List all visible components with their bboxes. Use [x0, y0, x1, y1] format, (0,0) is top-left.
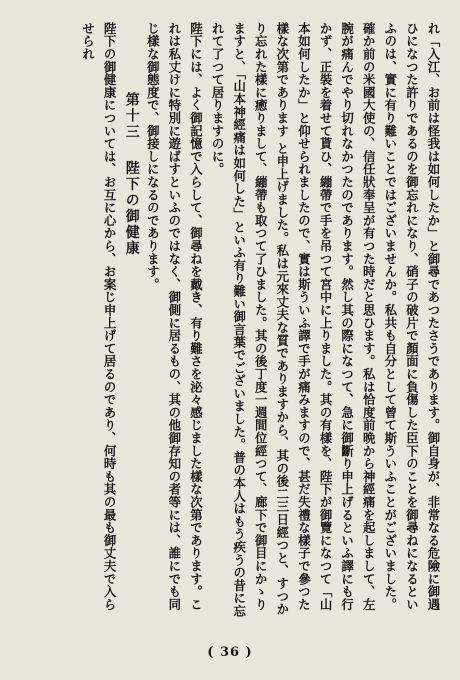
paragraph: れ「入江、お前は怪我は如何したか」と御尋であつたさうであります。御自身が、非常なる危險に御遇ひになつた許りであるのを御忘れになり、硝子の破片で顏面に負傷した臣下のことを御尋ねになるといふのは、實に有り難いことではございませんか。私共も自分として曾て斯ういふことがございました。 — [382, 22, 441, 611]
paragraph: 陛下の御健康については、お互に心から、お案じ申上げて居るのであり、何時も其の最も御丈夫で入らせられ — [80, 22, 118, 611]
section-heading — [120, 22, 142, 622]
page-number: ( 36 ) — [207, 645, 253, 660]
paragraph: 確か前の米國大使の、信任狀奉呈が有つた時だと思ひます。私は恰度前晩から神經痛を起しまして、左腕が痛んでやり切れなかつたのであります。然し其の際になつて、急に御斷り申上げるといふ譯にも行かず、正裝を着せて貰ひ、繃帶で手を吊つて宮中に上りました。其の有樣を、陛下が御覽になつて「山本如何したか」と仰せられましたので、實は斯ういふ譯で手が痛みますので、甚だ失禮な樣子で參つた樣な次第であります と申上げました。私は元來丈夫な質でありますから、其の後二三日經つと、すつかり忘れた樣に癒りまして、繃帶も取つて了ひました。其の後丁度一週間位經つて、廊下で御目にかゝりますと、「山本神經痛は如何した」といふ有り難い御言葉でございました。普の本人はもう疾うの昔に忘れて了つて居りますのに。 — [210, 22, 377, 618]
section-number: 第十三 — [123, 92, 140, 140]
section-title: 陛下の御健康 — [123, 160, 140, 257]
paragraph: 陛下には、よく御記憶で入らして、御尋ねを戴き、有り難さを泌々感じました樣な次第であります。これは私丈けに特別に遊ばすといふのではなく、御側に居るもの、其の他御存知の者等には、誰にでも同じ樣な御態度で、御接しになるのであります。 — [145, 22, 204, 611]
vertical-text-column — [16, 22, 444, 622]
